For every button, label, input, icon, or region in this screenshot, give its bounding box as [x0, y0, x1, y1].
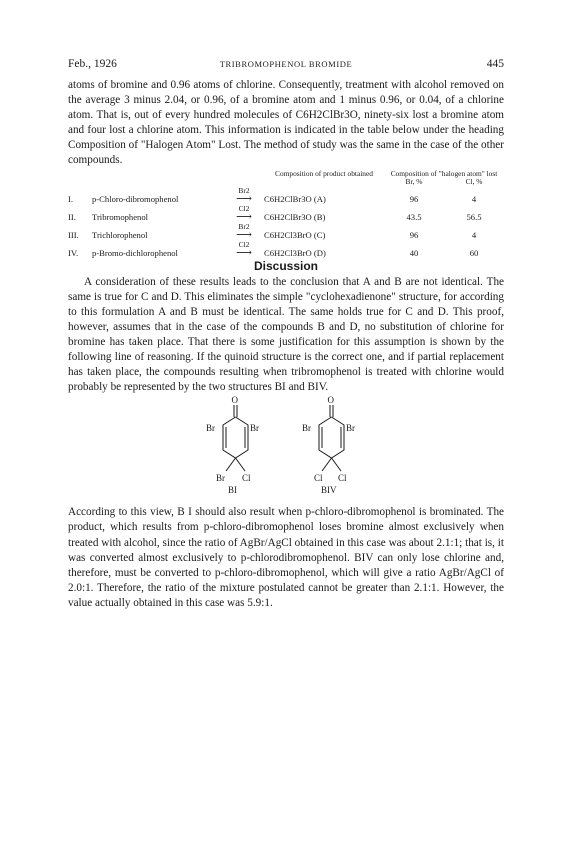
row-cl: 4 — [471, 193, 477, 204]
paragraph-discussion: A consideration of these results leads to the conclusion that A and B are not identical. The same is true for C and D. This eliminates the simple "cyclohexadienone" structure, for according to this formulation A and B must be identical. The same holds true for C and D. This proof, however, assumes that in the case of the compounds B and D, no substitution of chlorine for bromine has taken place. That there is some justification for this assumption is shown by the following line of reasoning. If the quinoid structure is the correct one, and if partial replacement has taken place, the compounds resulting when tribromophenol is treated with chlorine would probably be represented by the two structures BI and BIV. — [68, 275, 504, 394]
row-cl: 60 — [469, 247, 479, 258]
biv-left-sub: Br — [302, 423, 311, 434]
reaction-arrow: Br2 ⟶ — [224, 186, 264, 204]
biv-right-sub: Br — [346, 423, 355, 434]
row-br: 96 — [409, 193, 419, 204]
biv-oxygen: O — [327, 395, 334, 406]
row-compound: Tribromophenol — [92, 211, 149, 222]
results-table — [68, 170, 504, 258]
header-cl: Cl, % — [465, 176, 483, 186]
row-number: I. — [68, 193, 74, 204]
row-br: 43.5 — [406, 211, 422, 222]
row-number: III. — [68, 229, 79, 240]
journal-page — [68, 58, 504, 611]
header-date: Feb., 1926 — [68, 58, 117, 70]
header-halogen: Composition of "halogen atom" lost — [390, 168, 498, 178]
biv-bottom-left-sub: Cl — [314, 473, 323, 484]
reaction-arrow: Br2 ⟶ — [224, 222, 264, 240]
row-compound: Trichlorophenol — [92, 229, 148, 240]
table-row — [68, 186, 504, 204]
table-row — [68, 222, 504, 240]
bi-oxygen: O — [231, 395, 238, 406]
bi-right-sub: Br — [250, 423, 259, 434]
structures-svg — [68, 395, 504, 505]
row-number: II. — [68, 211, 76, 222]
bi-bottom-left-sub: Br — [216, 473, 225, 484]
bi-bottom-right-sub: Cl — [242, 473, 251, 484]
header-title: TRIBROMOPHENOL BROMIDE — [219, 59, 353, 69]
biv-label: BIV — [321, 485, 337, 496]
row-br: 40 — [409, 247, 419, 258]
bi-left-sub: Br — [206, 423, 215, 434]
header-product: Composition of product obtained — [275, 168, 373, 178]
discussion-heading: Discussion — [253, 258, 319, 273]
row-compound: p-Bromo-dichlorophenol — [92, 247, 178, 258]
row-br: 96 — [409, 229, 419, 240]
row-reagent: Cl2 — [238, 239, 250, 249]
row-compound: p-Chloro-dibromophenol — [92, 193, 179, 204]
row-reagent: Br2 — [238, 221, 250, 231]
row-cl: 4 — [471, 229, 477, 240]
row-product: C6H2Cl3BrO (C) — [264, 229, 326, 240]
running-header — [68, 58, 504, 74]
paragraph-conclusion: According to this view, B I should also result when p-chloro-dibromophenol is brominated. The product, which results from p-chloro-dibromophenol loses bromine almost exclusively when treated with alcohol, since the ratio of AgBr/AgCl obtained in this case was about 2.1:1; that is, it was converted almost exclusively to p-chlorodibromophenol. BIV can only lose chlorine and, therefore, must be converted to p-chloro-dibromophenol, which will give a ratio AgBr/AgCl of 2.0:1. Therefore, the ratio of the mixture postulated cannot be greater than 2.1:1. However, the value actually obtained in this case was 5.9:1. — [68, 506, 504, 609]
row-cl: 56.5 — [466, 211, 482, 222]
paragraph-intro: atoms of bromine and 0.96 atoms of chlorine. Consequently, treatment with alcohol removed on the average 3 minus 2.04, or 0.96, of a bromine atom and 1 minus 0.96, or 0.04, of a chlorine atom. That is, out of every hundred molecules of C6H2ClBr3O, ninety-six lost a bromine atom and four lost a chlorine atom. This information is indicated in the table below under the heading Composition of "Halogen Atom" Lost. The method of study was the same in the case of the other compounds. — [68, 79, 504, 167]
header-page-number: 445 — [486, 58, 504, 70]
table-row — [68, 204, 504, 222]
structure-figure — [68, 395, 504, 505]
reaction-arrow: Cl2 ⟶ — [224, 240, 264, 258]
row-number: IV. — [68, 247, 79, 258]
row-product: C6H2Cl3BrO (D) — [264, 247, 326, 258]
bi-label: BI — [228, 485, 237, 496]
structure-biv — [319, 405, 344, 471]
structure-bi — [223, 405, 248, 471]
header-br: Br, % — [405, 176, 423, 186]
biv-bottom-right-sub: Cl — [338, 473, 347, 484]
row-reagent: Cl2 — [238, 203, 250, 213]
row-product: C6H2ClBr3O (A) — [264, 193, 326, 204]
row-product: C6H2ClBr3O (B) — [264, 211, 326, 222]
table-row — [68, 240, 504, 258]
reaction-arrow: Cl2 ⟶ — [224, 204, 264, 222]
row-reagent: Br2 — [238, 185, 250, 195]
